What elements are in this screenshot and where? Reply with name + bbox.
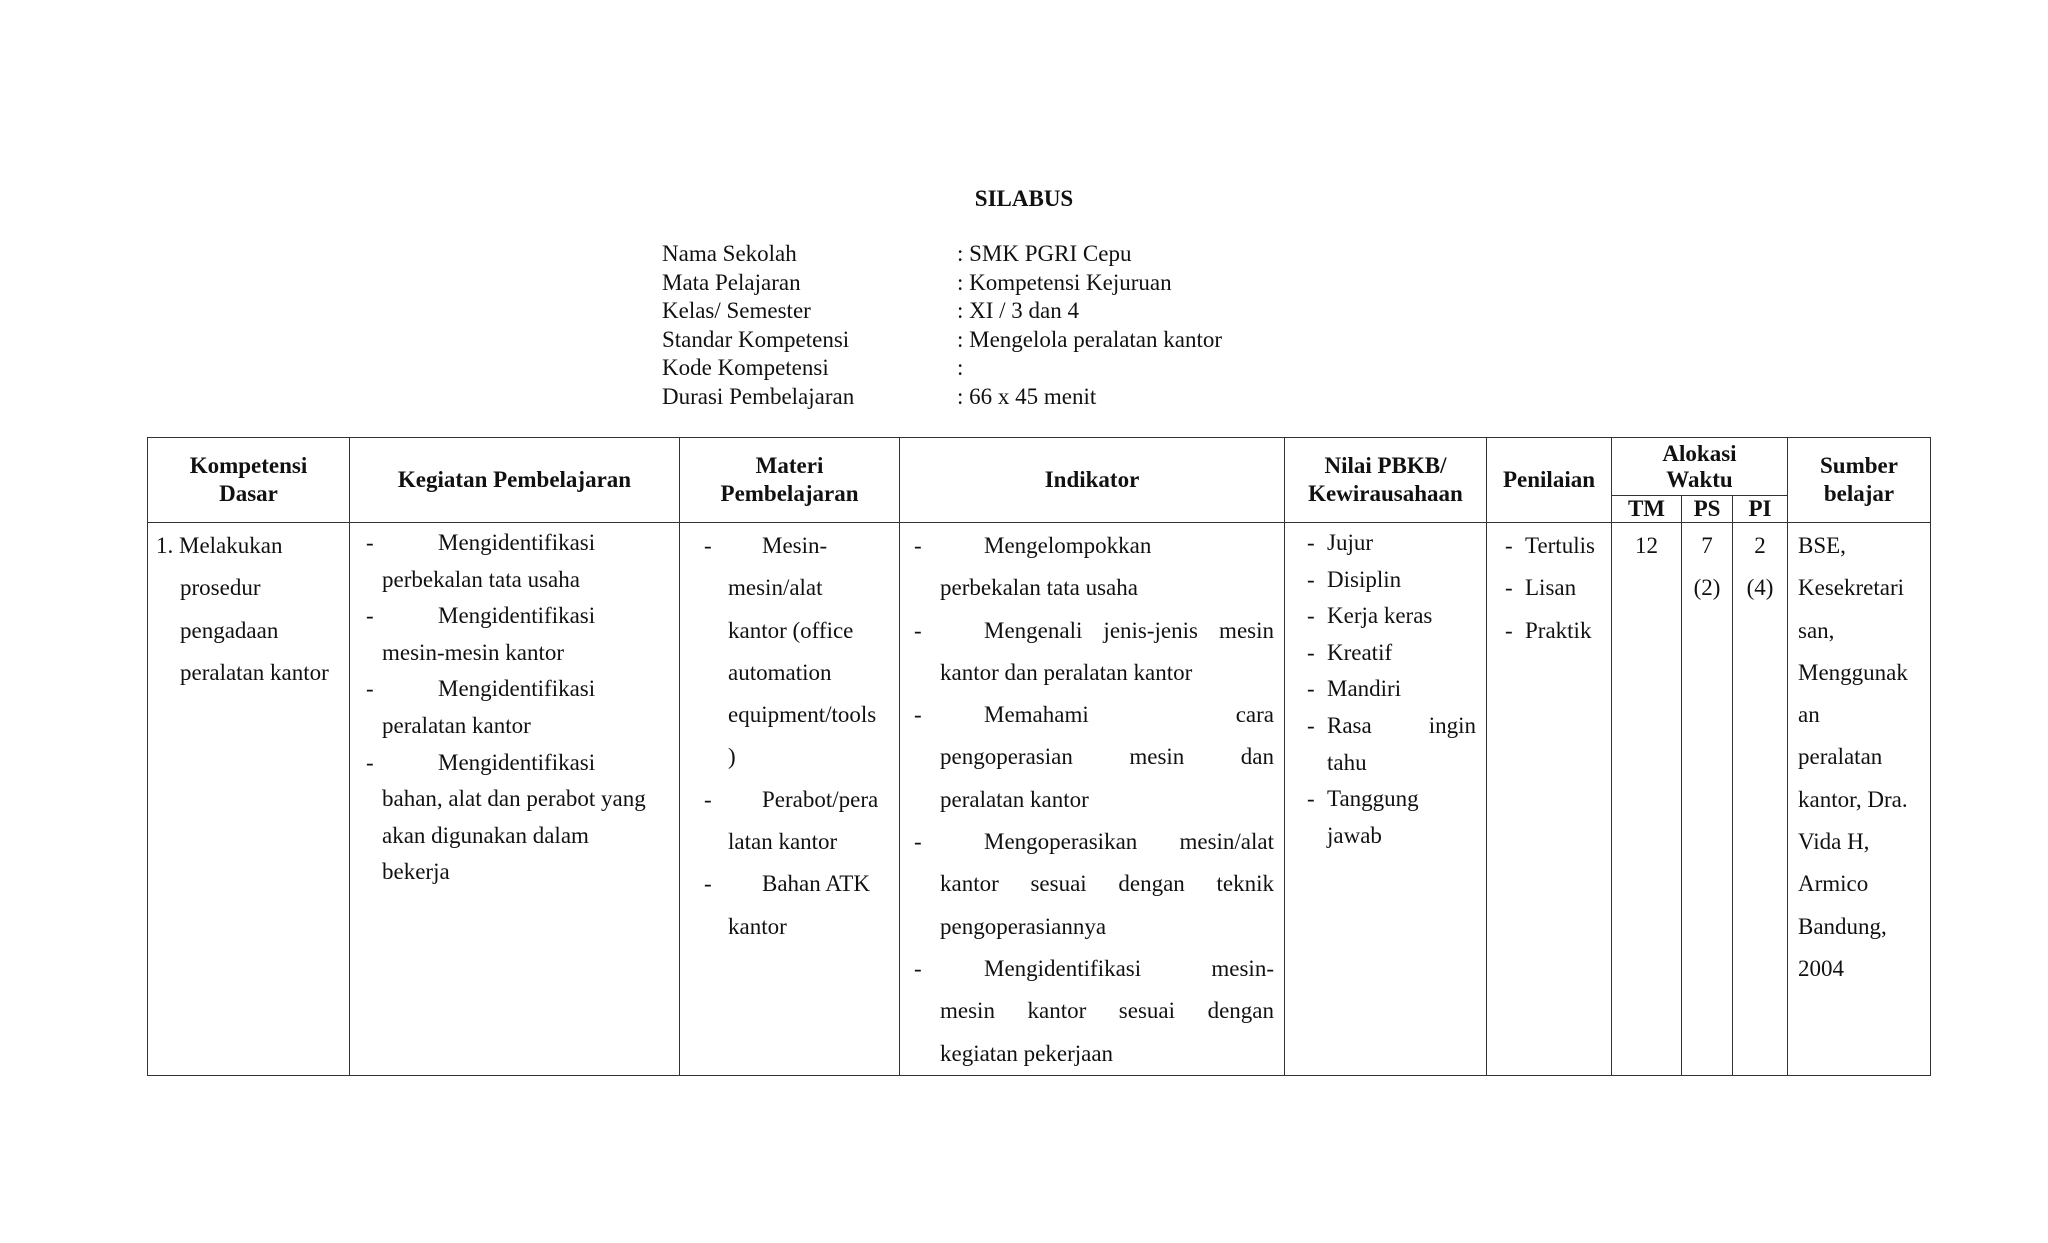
- sumber-line: kantor, Dra.: [1798, 786, 1908, 812]
- item-text: kantor sesuai dengan teknik: [940, 871, 1274, 897]
- item-text: Tanggung: [1327, 786, 1419, 812]
- cell-kegiatan: [350, 523, 680, 1076]
- table-row: [148, 523, 1931, 1076]
- dash: -: [1505, 575, 1513, 601]
- meta-label: Kelas/ Semester: [662, 298, 811, 323]
- list-item: [366, 745, 671, 891]
- header-line: Kompetensi: [189, 453, 308, 478]
- item-text: Bahan ATK: [762, 871, 870, 897]
- dash: -: [366, 530, 374, 555]
- kd-line: pengadaan: [180, 617, 279, 643]
- item-text: Mengenali jenis-jenis mesin: [984, 617, 1274, 643]
- item-text: bekerja: [382, 859, 450, 885]
- cell-ps: [1682, 523, 1733, 1076]
- list-item: [1505, 567, 1603, 609]
- list-item: [1307, 598, 1476, 635]
- dash: -: [1307, 566, 1315, 592]
- list-item: [1307, 781, 1476, 854]
- list-item: [1307, 525, 1476, 562]
- document-meta: [662, 240, 1222, 411]
- item-text: Mengelompokkan: [984, 533, 1152, 558]
- kd-line: peralatan kantor: [180, 659, 329, 685]
- cell-pi: [1733, 523, 1788, 1076]
- list-item: [914, 610, 1274, 695]
- meta-value: :: [957, 355, 964, 380]
- sumber-line: 2004: [1798, 955, 1844, 981]
- list-item: [914, 525, 1274, 610]
- list-item: [1307, 671, 1476, 708]
- header-row: [148, 438, 1931, 496]
- header-line: Pembelajaran: [720, 481, 859, 506]
- item-text: Memahami cara: [984, 702, 1274, 728]
- header-indikator: Indikator: [900, 438, 1285, 523]
- item-text: jawab: [1327, 822, 1382, 848]
- meta-value: : Kompetensi Kejuruan: [957, 269, 1172, 295]
- meta-label: Durasi Pembelajaran: [662, 383, 855, 409]
- meta-row: [662, 269, 1222, 298]
- header-line: Nilai PBKB/: [1324, 453, 1447, 478]
- item-text: Mengidentifikasi mesin-: [984, 955, 1274, 981]
- dash: -: [1505, 617, 1513, 643]
- meta-row: [662, 383, 1222, 412]
- header-tm: TM: [1612, 496, 1682, 523]
- item-text: bahan, alat dan perabot yang: [382, 786, 646, 812]
- item-text: Mengidentifikasi: [438, 749, 596, 775]
- ps-value: 7: [1701, 533, 1713, 558]
- list-item: [1505, 610, 1603, 652]
- cell-tm: [1612, 523, 1682, 1076]
- sumber-line: an: [1798, 702, 1820, 728]
- item-text: Mengidentifikasi: [438, 530, 596, 555]
- sumber-line: san,: [1798, 617, 1835, 643]
- ps-value: (2): [1693, 575, 1721, 601]
- list-item: [366, 598, 671, 671]
- item-text: pengoperasiannya: [940, 913, 1107, 939]
- kd-text: Melakukan: [179, 533, 283, 558]
- item-text: perbekalan tata usaha: [382, 566, 580, 592]
- list-item: [1307, 562, 1476, 599]
- dash: -: [1307, 712, 1315, 738]
- dash: -: [1505, 533, 1513, 558]
- header-pi: PI: [1733, 496, 1788, 523]
- cell-sumber: [1788, 523, 1931, 1076]
- item-text: pengoperasian mesin dan: [940, 744, 1274, 770]
- meta-value: : 66 x 45 menit: [957, 383, 1097, 409]
- sumber-line: Armico: [1798, 871, 1869, 897]
- item-text: mesin kantor sesuai dengan: [940, 998, 1274, 1024]
- list-item: [704, 779, 891, 864]
- dash: -: [1307, 530, 1315, 555]
- dash: -: [1307, 676, 1315, 702]
- dash: -: [366, 676, 374, 702]
- item-text: peralatan kantor: [382, 712, 531, 738]
- sumber-line: Kesekretari: [1798, 575, 1904, 601]
- meta-label: Kode Kompetensi: [662, 355, 829, 380]
- item-text: ): [728, 744, 736, 770]
- cell-indikator: [900, 523, 1285, 1076]
- meta-value: : XI / 3 dan 4: [957, 298, 1080, 323]
- item-text: Kreatif: [1327, 639, 1393, 665]
- header-sumber: [1788, 438, 1931, 523]
- list-item: [1307, 708, 1476, 781]
- sumber-line: Bandung,: [1798, 913, 1887, 939]
- header-line: Dasar: [219, 481, 278, 506]
- item-text: Mesin-: [762, 533, 828, 558]
- tm-value: 12: [1635, 533, 1658, 558]
- header-ps: PS: [1682, 496, 1733, 523]
- meta-label: Standar Kompetensi: [662, 326, 850, 352]
- kd-number: 1.: [156, 533, 174, 558]
- item-text: Perabot/pera: [762, 786, 879, 812]
- dash: -: [914, 829, 922, 855]
- item-text: mesin/alat: [728, 575, 823, 601]
- dash: -: [1307, 639, 1315, 665]
- header-kegiatan: Kegiatan Pembelajaran: [350, 438, 680, 523]
- header-nilai: [1285, 438, 1487, 523]
- kd-line: [156, 525, 341, 567]
- item-text: Tertulis: [1525, 533, 1595, 558]
- header-alokasi: [1612, 438, 1788, 496]
- list-item: [704, 525, 891, 779]
- list-item: [914, 694, 1274, 821]
- header-line: belajar: [1823, 481, 1895, 506]
- dash: -: [704, 871, 712, 897]
- dash: -: [914, 617, 922, 643]
- item-text: latan kantor: [728, 829, 838, 855]
- dash: -: [914, 702, 922, 728]
- item-text: automation: [728, 659, 832, 685]
- header-line: Sumber: [1820, 453, 1898, 478]
- list-item: [704, 863, 891, 948]
- item-text: Mandiri: [1327, 676, 1402, 702]
- list-item: [1505, 525, 1603, 567]
- cell-materi: [680, 523, 900, 1076]
- dash: -: [914, 955, 922, 981]
- sumber-line: Menggunak: [1798, 659, 1908, 685]
- item-text: equipment/tools: [728, 702, 877, 728]
- document-title: SILABUS: [974, 186, 1074, 211]
- dash: -: [1307, 786, 1315, 812]
- item-text: kantor (office: [728, 617, 854, 643]
- sumber-line: BSE,: [1798, 533, 1846, 558]
- meta-row: [662, 297, 1222, 326]
- header-line: Kewirausahaan: [1308, 481, 1463, 506]
- syllabus-table: [147, 437, 1931, 1076]
- item-text: Mengoperasikan mesin/alat: [984, 829, 1274, 855]
- meta-value: : Mengelola peralatan kantor: [957, 326, 1223, 352]
- item-text: Mengidentifikasi: [438, 676, 596, 702]
- meta-row: [662, 354, 1222, 383]
- meta-row: [662, 326, 1222, 355]
- pi-value: (4): [1746, 575, 1774, 601]
- header-line: Alokasi: [1662, 440, 1737, 466]
- sumber-line: peralatan: [1798, 744, 1883, 770]
- item-text: Rasa ingin: [1327, 712, 1476, 738]
- list-item: [1307, 635, 1476, 672]
- cell-penilaian: [1487, 523, 1612, 1076]
- item-text: Mengidentifikasi: [438, 603, 596, 629]
- item-text: Disiplin: [1327, 566, 1402, 592]
- kd-line: prosedur: [180, 575, 261, 601]
- dash: -: [366, 603, 374, 629]
- item-text: mesin-mesin kantor: [382, 639, 565, 665]
- dash: -: [366, 749, 374, 775]
- item-text: Kerja keras: [1327, 603, 1433, 629]
- header-penilaian: Penilaian: [1487, 438, 1612, 523]
- header-kompetensi-dasar: [148, 438, 350, 523]
- header-line: Waktu: [1666, 466, 1733, 492]
- meta-label: Mata Pelajaran: [662, 269, 801, 295]
- cell-nilai: [1285, 523, 1487, 1076]
- item-text: kantor: [728, 913, 787, 939]
- dash: -: [704, 786, 712, 812]
- dash: -: [914, 533, 922, 558]
- dash: -: [1307, 603, 1315, 629]
- item-text: kantor dan peralatan kantor: [940, 659, 1193, 685]
- pi-value: 2: [1754, 533, 1766, 558]
- item-text: tahu: [1327, 749, 1367, 775]
- list-item: [366, 671, 671, 744]
- header-line: Materi: [755, 453, 824, 478]
- header-materi: [680, 438, 900, 523]
- item-text: perbekalan tata usaha: [940, 575, 1138, 601]
- item-text: peralatan kantor: [940, 786, 1089, 812]
- item-text: akan digunakan dalam: [382, 822, 589, 848]
- list-item: [366, 525, 671, 598]
- meta-row: [662, 240, 1222, 269]
- sumber-line: Vida H,: [1798, 829, 1870, 855]
- list-item: [914, 821, 1274, 948]
- item-text: Lisan: [1525, 575, 1577, 601]
- meta-value: : SMK PGRI Cepu: [957, 241, 1132, 266]
- item-text: kegiatan pekerjaan: [940, 1040, 1114, 1066]
- meta-label: Nama Sekolah: [662, 241, 797, 266]
- dash: -: [704, 533, 712, 558]
- cell-kompetensi-dasar: [148, 523, 350, 1076]
- item-text: Praktik: [1525, 617, 1592, 643]
- item-text: Jujur: [1327, 530, 1373, 555]
- list-item: [914, 948, 1274, 1075]
